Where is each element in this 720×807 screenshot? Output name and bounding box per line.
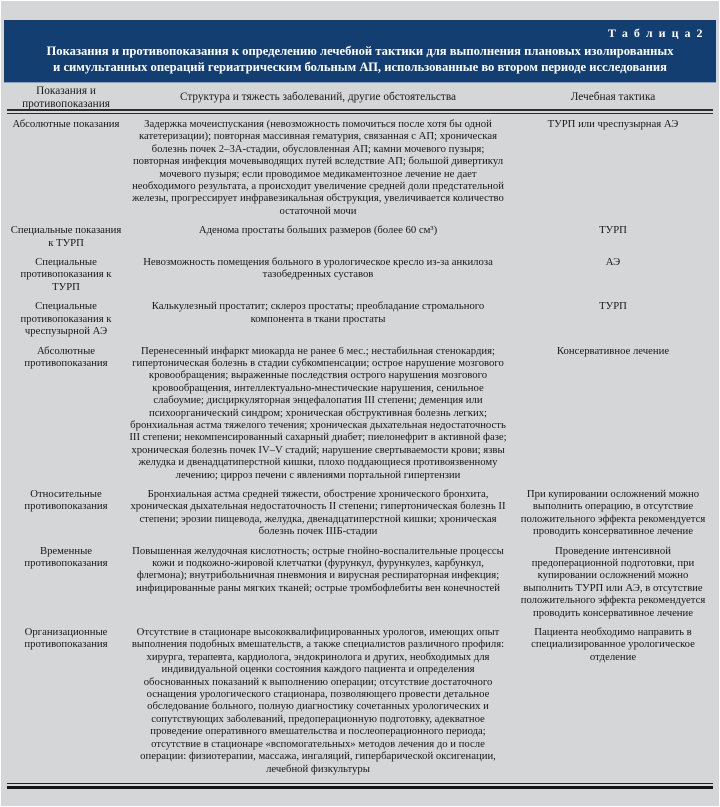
table-title-line-1: Показания и противопоказания к определению лечебной тактики для выполнения плановых изолированных: [46, 44, 674, 58]
tactic-cell: ТУРП: [599, 300, 627, 313]
category-cell: Абсолютные показания: [12, 118, 120, 130]
table-number-label: Т а б л и ц а 2: [607, 26, 704, 40]
category-cell: Специальные противопоказания к ТУРП: [20, 256, 112, 293]
details-cell: Калькулезный простатит; склероз простаты; преобладание стромального компонента в ткани простаты: [151, 300, 485, 325]
details-cell: Невозможность помещения больного в урологическое кресло из-за анкилоза тазобедренных суставов: [143, 256, 493, 281]
details-cell: Повышенная желудочная кислотность; острые гнойно-воспалительные процессы кожи и подкожно-жировой клетчатки (фурункул, фурункулез, карбункул, флегмона); внутрибольничная пневмония и вирусная респираторная инфекция; инфицированные раны мягких тканей; острые тромбофлебиты вен конечностей: [132, 544, 504, 594]
table-body: [7, 115, 713, 782]
tactic-cell: ТУРП или чреспузырная АЭ: [547, 118, 679, 130]
category-cell: Специальные противопоказания к чреспузырной АЭ: [20, 300, 112, 338]
table-title-line-2: и симультанных операций гериатрическим больным АП, использованные во втором периоде исследования: [53, 60, 667, 74]
tactic-cell: При купировании осложнений можно выполнить операцию, в отсутствие положительного эффекта рекомендуется проводить консервативное лечение: [520, 487, 706, 538]
table-bottom-rule: [7, 783, 713, 789]
details-cell: Задержка мочеиспускания (невозможность помочиться после хотя бы одной катетеризации); повторная массивная гематурия, связанная с АП; хроническая болезнь почек 2–3А-стадии, обусловленная АП; камни мочевого пузыря; повторная инфекция мочевыводящих путей вследствие АП; большой дивертикул мочевого пузыря; если проводимое медикаментозное лечение не дает необходимого результата, а происходит увеличение средней доли предстательной железы, прогрессирует инфравезикальная обструкция, увеличивается количество остаточной мочи: [132, 118, 504, 217]
table-row: [7, 221, 713, 253]
tactic-cell: Консервативное лечение: [556, 344, 670, 357]
column-header-structure: Структура и тяжесть заболеваний, другие обстоятельства: [179, 91, 457, 104]
column-header-row: [7, 85, 713, 110]
table-title: [4, 43, 716, 75]
column-header-indications: Показания и противопоказания: [22, 85, 110, 110]
tactic-cell: Пациента необходимо направить в специализированное урологическое отделение: [531, 626, 695, 663]
table-row: [7, 485, 713, 542]
details-cell: Отсутствие в стационаре высококвалифицированных урологов, имеющих опыт выполнения подобных вмешательств, а также специалистов различного профиля: хирурга, терапевта, кардиолога, эндокринолога и других, необходимых для индивидуальной оценки состояния каждого пациента и определения обоснованных показаний к выполнению операции; отсутствие достаточного оснащения урологического стационара, позволяющего провести детальное обследование больного, полную диагностику сочетанных урологических и сопутствующих заболеваний, предоперационную подготовку, адекватное проведение оперативного вмешательства и послеоперационного периода; отсутствие в стационаре «вспомогательных» методов лечения до и после операции: физиотерапии, массажа, ингаляций, гипербарической оксигенации, лечебной физкультуры: [131, 626, 505, 775]
table-row: [7, 253, 713, 297]
table-caption-block: [4, 20, 716, 83]
tactic-cell: ТУРП: [599, 224, 627, 237]
table-row: [7, 342, 713, 485]
category-cell: Организационные противопоказания: [24, 626, 108, 651]
details-cell: Перенесенный инфаркт миокарда не ранее 6 мес.; нестабильная стенокардия; гипертоническая болезнь в стадии субкомпенсации; острое нарушение мозгового кровообращения; выраженные последствия острого нарушения мозгового кровообращения, интеллектуально-мнестические нарушения, сенильное слабоумие; дисциркуляторная энцефалопатия III степени; деменция или психоорганический синдром; хроническая обструктивная болезнь легких; бронхиальная астма тяжелого течения; хроническая дыхательная недостаточность III степени; некомпенсированный сахарный диабет; пиелонефрит в активной фазе; хроническая болезнь почек IV–V стадий; нарушение свертываемости крови; язвы желудка и двенадцатиперстной кишки, плохо поддающиеся противоязвенному лечению; цирроз печени с явлениями портальной гипертензии: [129, 344, 507, 481]
category-cell: Специальные показания к ТУРП: [10, 224, 122, 249]
category-cell: Абсолютные противопоказания: [24, 344, 108, 369]
header-double-rule: [7, 109, 713, 114]
tactic-cell: АЭ: [605, 256, 621, 269]
tactic-cell: Проведение интенсивной предоперационной подготовки, при купировании осложнений можно выполнить ТУРП или АЭ, в отсутствие положительного эффекта рекомендуется проводить консервативное лечение: [520, 544, 706, 619]
table-row: [7, 542, 713, 623]
table-row: [7, 623, 713, 779]
table-row: [7, 115, 713, 221]
details-cell: Аденома простаты больших размеров (более 60 см³): [198, 224, 438, 237]
category-cell: Временные противопоказания: [24, 544, 108, 569]
details-cell: Бронхиальная астма средней тяжести, обострение хронического бронхита, хроническая дыхательная недостаточность II степени; гипертоническая болезнь II степени; эрозии пищевода, желудка, двенадцатиперстной кишки; хроническая болезнь почек IIIБ-стадии: [130, 487, 506, 538]
table-row: [7, 297, 713, 341]
category-cell: Относительные противопоказания: [24, 487, 108, 513]
column-header-tactic: Лечебная тактика: [570, 91, 656, 104]
